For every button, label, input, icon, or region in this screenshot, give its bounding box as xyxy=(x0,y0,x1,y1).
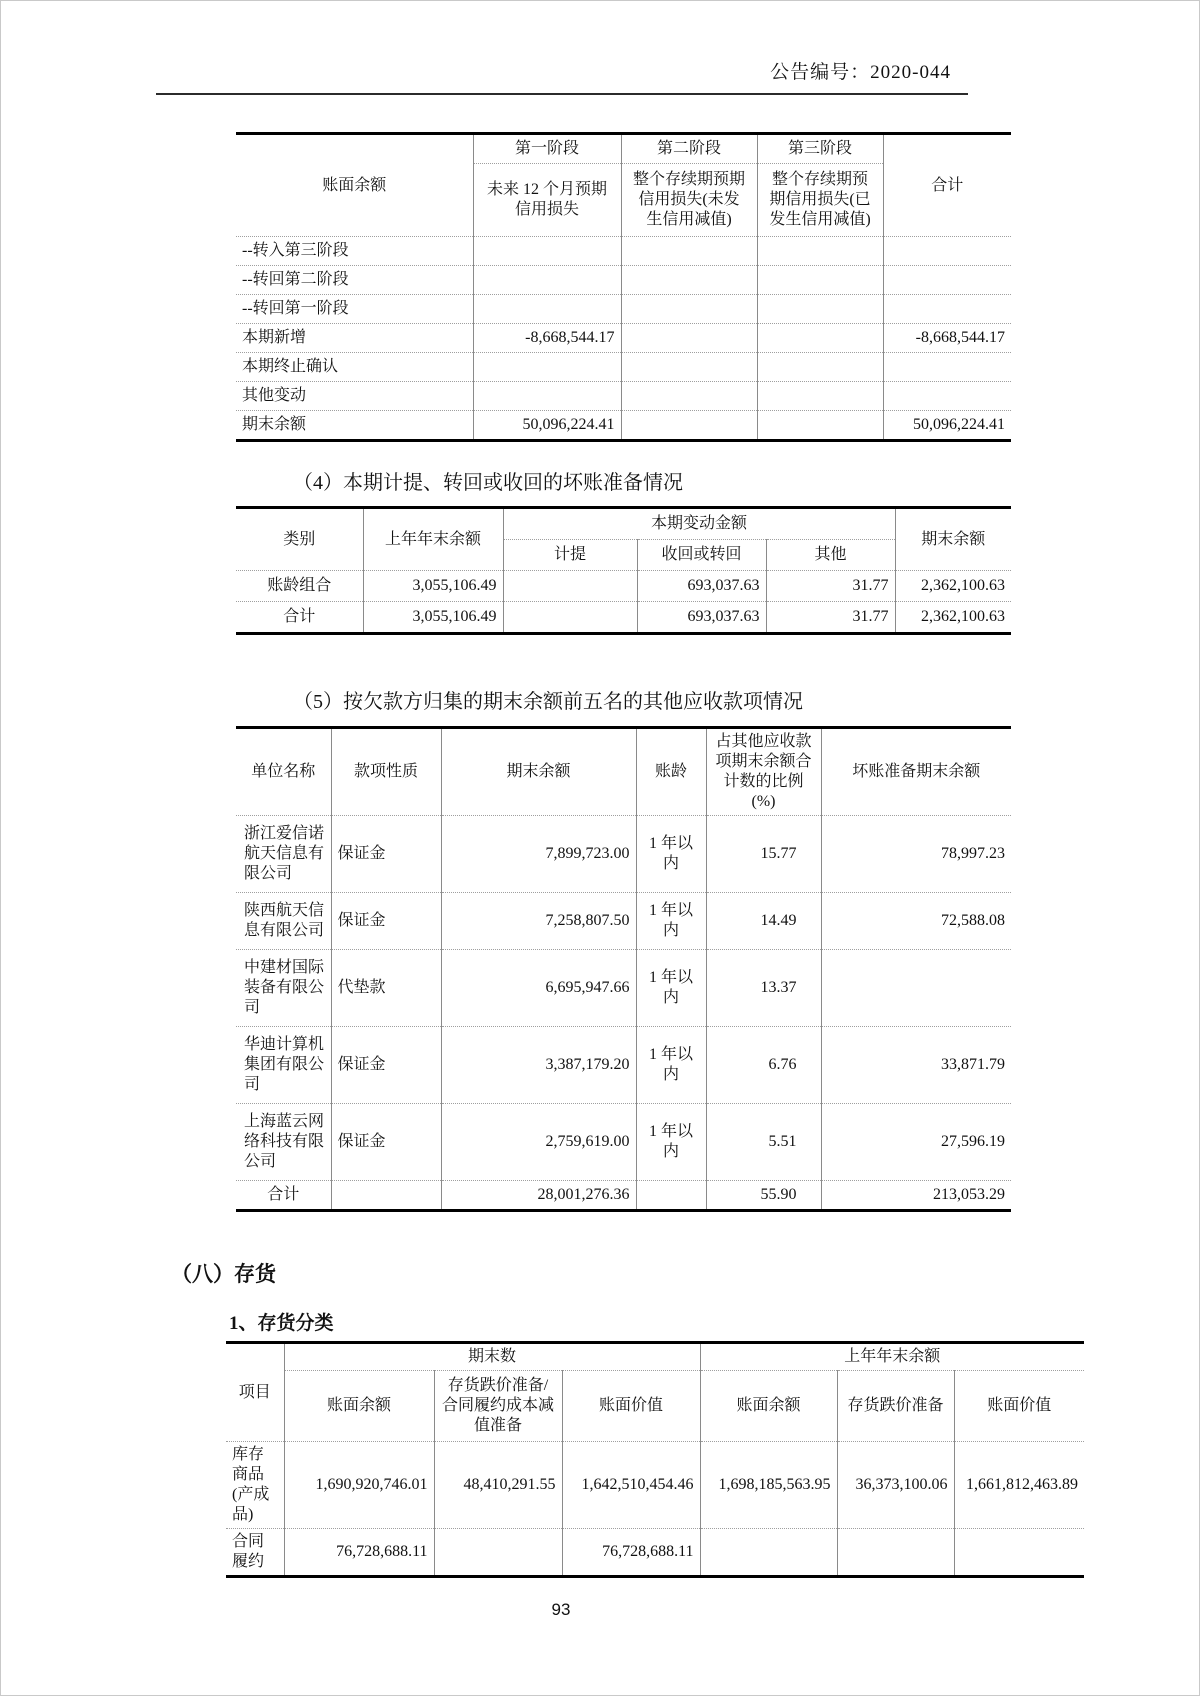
cell-value: 保证金 xyxy=(331,893,441,950)
table-row xyxy=(236,893,1011,950)
cell-value: 1,698,185,563.95 xyxy=(700,1442,837,1529)
cell-value: 1 年以内 xyxy=(636,1027,706,1104)
cell-value: 13.37 xyxy=(706,950,821,1027)
book-balance-header: 账面余额 xyxy=(700,1371,837,1442)
accrual-header: 计提 xyxy=(503,540,637,571)
cell-value: 31.77 xyxy=(766,602,895,634)
stage1-desc: 未来 12 个月预期信用损失 xyxy=(473,164,621,237)
row-label: 期末余额 xyxy=(236,411,473,441)
row-label: 本期终止确认 xyxy=(236,353,473,382)
cell-value xyxy=(757,295,883,324)
pct-header: 占其他应收款项期末余额合计数的比例(%) xyxy=(706,728,821,816)
cell-value: 213,053.29 xyxy=(821,1181,1011,1211)
row-label: 合计 xyxy=(236,602,363,634)
category-header: 类别 xyxy=(236,508,363,571)
company-name: 华迪计算机集团有限公司 xyxy=(236,1027,331,1104)
cell-value xyxy=(883,382,1011,411)
cell-value: 14.49 xyxy=(706,893,821,950)
cell-value: 50,096,224.41 xyxy=(883,411,1011,441)
table-row xyxy=(226,1529,1084,1577)
cell-value: -8,668,544.17 xyxy=(473,324,621,353)
cell-value: 保证金 xyxy=(331,816,441,893)
ecl-stage-table xyxy=(236,132,1011,442)
nature-header: 款项性质 xyxy=(331,728,441,816)
header-rule xyxy=(156,93,968,95)
other-header: 其他 xyxy=(766,540,895,571)
bad-debt-header: 坏账准备期末余额 xyxy=(821,728,1011,816)
cell-value xyxy=(331,1181,441,1211)
cell-value: 1 年以内 xyxy=(636,893,706,950)
cell-value xyxy=(473,295,621,324)
item-header: 项目 xyxy=(226,1343,284,1442)
cell-value xyxy=(883,237,1011,266)
top5-receivables-table xyxy=(236,726,1011,1212)
cell-value: 1 年以内 xyxy=(636,1104,706,1181)
cell-value xyxy=(473,266,621,295)
cell-value: 28,001,276.36 xyxy=(441,1181,636,1211)
cell-value xyxy=(757,237,883,266)
cell-value: 代垫款 xyxy=(331,950,441,1027)
cell-value xyxy=(757,411,883,441)
cell-value: 7,899,723.00 xyxy=(441,816,636,893)
cell-value: 2,362,100.63 xyxy=(895,602,1011,634)
cell-value: 3,055,106.49 xyxy=(363,571,503,602)
cell-value: 2,759,619.00 xyxy=(441,1104,636,1181)
company-name: 陕西航天信息有限公司 xyxy=(236,893,331,950)
cell-value xyxy=(621,266,757,295)
cell-value: 1,661,812,463.89 xyxy=(954,1442,1084,1529)
company-name: 浙江爱信诺航天信息有限公司 xyxy=(236,816,331,893)
cell-value: 55.90 xyxy=(706,1181,821,1211)
cell-value: 48,410,291.55 xyxy=(434,1442,562,1529)
corner-header: 账面余额 xyxy=(236,134,473,237)
cell-value: 76,728,688.11 xyxy=(284,1529,434,1577)
impairment-combo-header: 存货跌价准备/合同履约成本减值准备 xyxy=(434,1371,562,1442)
cell-value: 6,695,947.66 xyxy=(441,950,636,1027)
change-group-header: 本期变动金额 xyxy=(503,508,895,540)
table-row xyxy=(236,324,1011,353)
cell-value: 31.77 xyxy=(766,571,895,602)
cell-value xyxy=(757,353,883,382)
stage3-header: 第三阶段 xyxy=(757,134,883,164)
cell-value: 1 年以内 xyxy=(636,950,706,1027)
cell-value: -8,668,544.17 xyxy=(883,324,1011,353)
inventory-classification-table xyxy=(226,1341,1084,1578)
table-row xyxy=(236,816,1011,893)
table-row xyxy=(236,1027,1011,1104)
cell-value xyxy=(821,950,1011,1027)
book-balance-header: 账面余额 xyxy=(284,1371,434,1442)
cell-value: 693,037.63 xyxy=(637,571,766,602)
table-row xyxy=(236,295,1011,324)
section5-title: （5）按欠款方归集的期末余额前五名的其他应收款项情况 xyxy=(293,691,803,713)
row-label: 其他变动 xyxy=(236,382,473,411)
prev-year-group-header: 上年年末余额 xyxy=(700,1343,1084,1371)
cell-value: 50,096,224.41 xyxy=(473,411,621,441)
row-label: 合同履约 xyxy=(226,1529,284,1577)
cell-value xyxy=(473,237,621,266)
section8-title: （八）存货 xyxy=(171,1262,276,1286)
cell-value: 1 年以内 xyxy=(636,816,706,893)
cell-value: 72,588.08 xyxy=(821,893,1011,950)
cell-value xyxy=(700,1529,837,1577)
row-label: 合计 xyxy=(236,1181,331,1211)
cell-value xyxy=(473,353,621,382)
table-row xyxy=(236,266,1011,295)
total-header: 合计 xyxy=(883,134,1011,237)
company-name: 上海蓝云网络科技有限公司 xyxy=(236,1104,331,1181)
stage2-desc: 整个存续期预期信用损失(未发生信用减值) xyxy=(621,164,757,237)
cell-value: 33,871.79 xyxy=(821,1027,1011,1104)
cell-value: 693,037.63 xyxy=(637,602,766,634)
inventory-subtitle: 1、存货分类 xyxy=(229,1313,334,1334)
cell-value: 3,387,179.20 xyxy=(441,1027,636,1104)
cell-value xyxy=(883,295,1011,324)
cell-value xyxy=(621,411,757,441)
cell-value: 1,642,510,454.46 xyxy=(562,1442,700,1529)
stage2-header: 第二阶段 xyxy=(621,134,757,164)
cell-value xyxy=(621,295,757,324)
name-header: 单位名称 xyxy=(236,728,331,816)
table-row xyxy=(236,1104,1011,1181)
row-label: --转入第三阶段 xyxy=(236,237,473,266)
row-label: --转回第二阶段 xyxy=(236,266,473,295)
cell-value xyxy=(621,324,757,353)
cell-value: 1,690,920,746.01 xyxy=(284,1442,434,1529)
row-label: --转回第一阶段 xyxy=(236,295,473,324)
row-label: 账龄组合 xyxy=(236,571,363,602)
table-row xyxy=(236,237,1011,266)
cell-value: 15.77 xyxy=(706,816,821,893)
cell-value: 保证金 xyxy=(331,1027,441,1104)
cell-value: 7,258,807.50 xyxy=(441,893,636,950)
aging-header: 账龄 xyxy=(636,728,706,816)
cell-value: 6.76 xyxy=(706,1027,821,1104)
ending-header: 期末余额 xyxy=(895,508,1011,571)
cell-value: 3,055,106.49 xyxy=(363,602,503,634)
table-row xyxy=(236,950,1011,1027)
doc-number: 公告编号：2020-044 xyxy=(770,62,951,83)
cell-value xyxy=(473,382,621,411)
cell-value xyxy=(837,1529,954,1577)
total-row xyxy=(236,1181,1011,1211)
cell-value: 保证金 xyxy=(331,1104,441,1181)
cell-value xyxy=(621,382,757,411)
cell-value xyxy=(883,266,1011,295)
cell-value xyxy=(883,353,1011,382)
bad-debt-provision-table xyxy=(236,506,1011,635)
section4-title: （4）本期计提、转回或收回的坏账准备情况 xyxy=(293,472,683,494)
table-row xyxy=(236,353,1011,382)
table-row xyxy=(236,571,1011,602)
cell-value xyxy=(503,571,637,602)
book-value-header: 账面价值 xyxy=(954,1371,1084,1442)
stage1-header: 第一阶段 xyxy=(473,134,621,164)
cell-value: 76,728,688.11 xyxy=(562,1529,700,1577)
cell-value: 5.51 xyxy=(706,1104,821,1181)
cell-value: 36,373,100.06 xyxy=(837,1442,954,1529)
prev-year-header: 上年年末余额 xyxy=(363,508,503,571)
recover-header: 收回或转回 xyxy=(637,540,766,571)
cell-value xyxy=(757,382,883,411)
table-row xyxy=(236,602,1011,634)
impairment-header: 存货跌价准备 xyxy=(837,1371,954,1442)
row-label: 库存商品(产成品) xyxy=(226,1442,284,1529)
cell-value xyxy=(503,602,637,634)
page-number: 93 xyxy=(551,1600,571,1619)
cell-value xyxy=(621,353,757,382)
cell-value xyxy=(757,266,883,295)
table-row xyxy=(236,411,1011,441)
cell-value xyxy=(636,1181,706,1211)
cell-value: 2,362,100.63 xyxy=(895,571,1011,602)
book-value-header: 账面价值 xyxy=(562,1371,700,1442)
row-label: 本期新增 xyxy=(236,324,473,353)
cell-value: 78,997.23 xyxy=(821,816,1011,893)
table-row xyxy=(236,382,1011,411)
cell-value xyxy=(621,237,757,266)
table-row xyxy=(226,1442,1084,1529)
stage3-desc: 整个存续期预期信用损失(已发生信用减值) xyxy=(757,164,883,237)
cell-value xyxy=(757,324,883,353)
ending-header: 期末余额 xyxy=(441,728,636,816)
ending-group-header: 期末数 xyxy=(284,1343,700,1371)
company-name: 中建材国际装备有限公司 xyxy=(236,950,331,1027)
cell-value xyxy=(434,1529,562,1577)
cell-value xyxy=(954,1529,1084,1577)
cell-value: 27,596.19 xyxy=(821,1104,1011,1181)
